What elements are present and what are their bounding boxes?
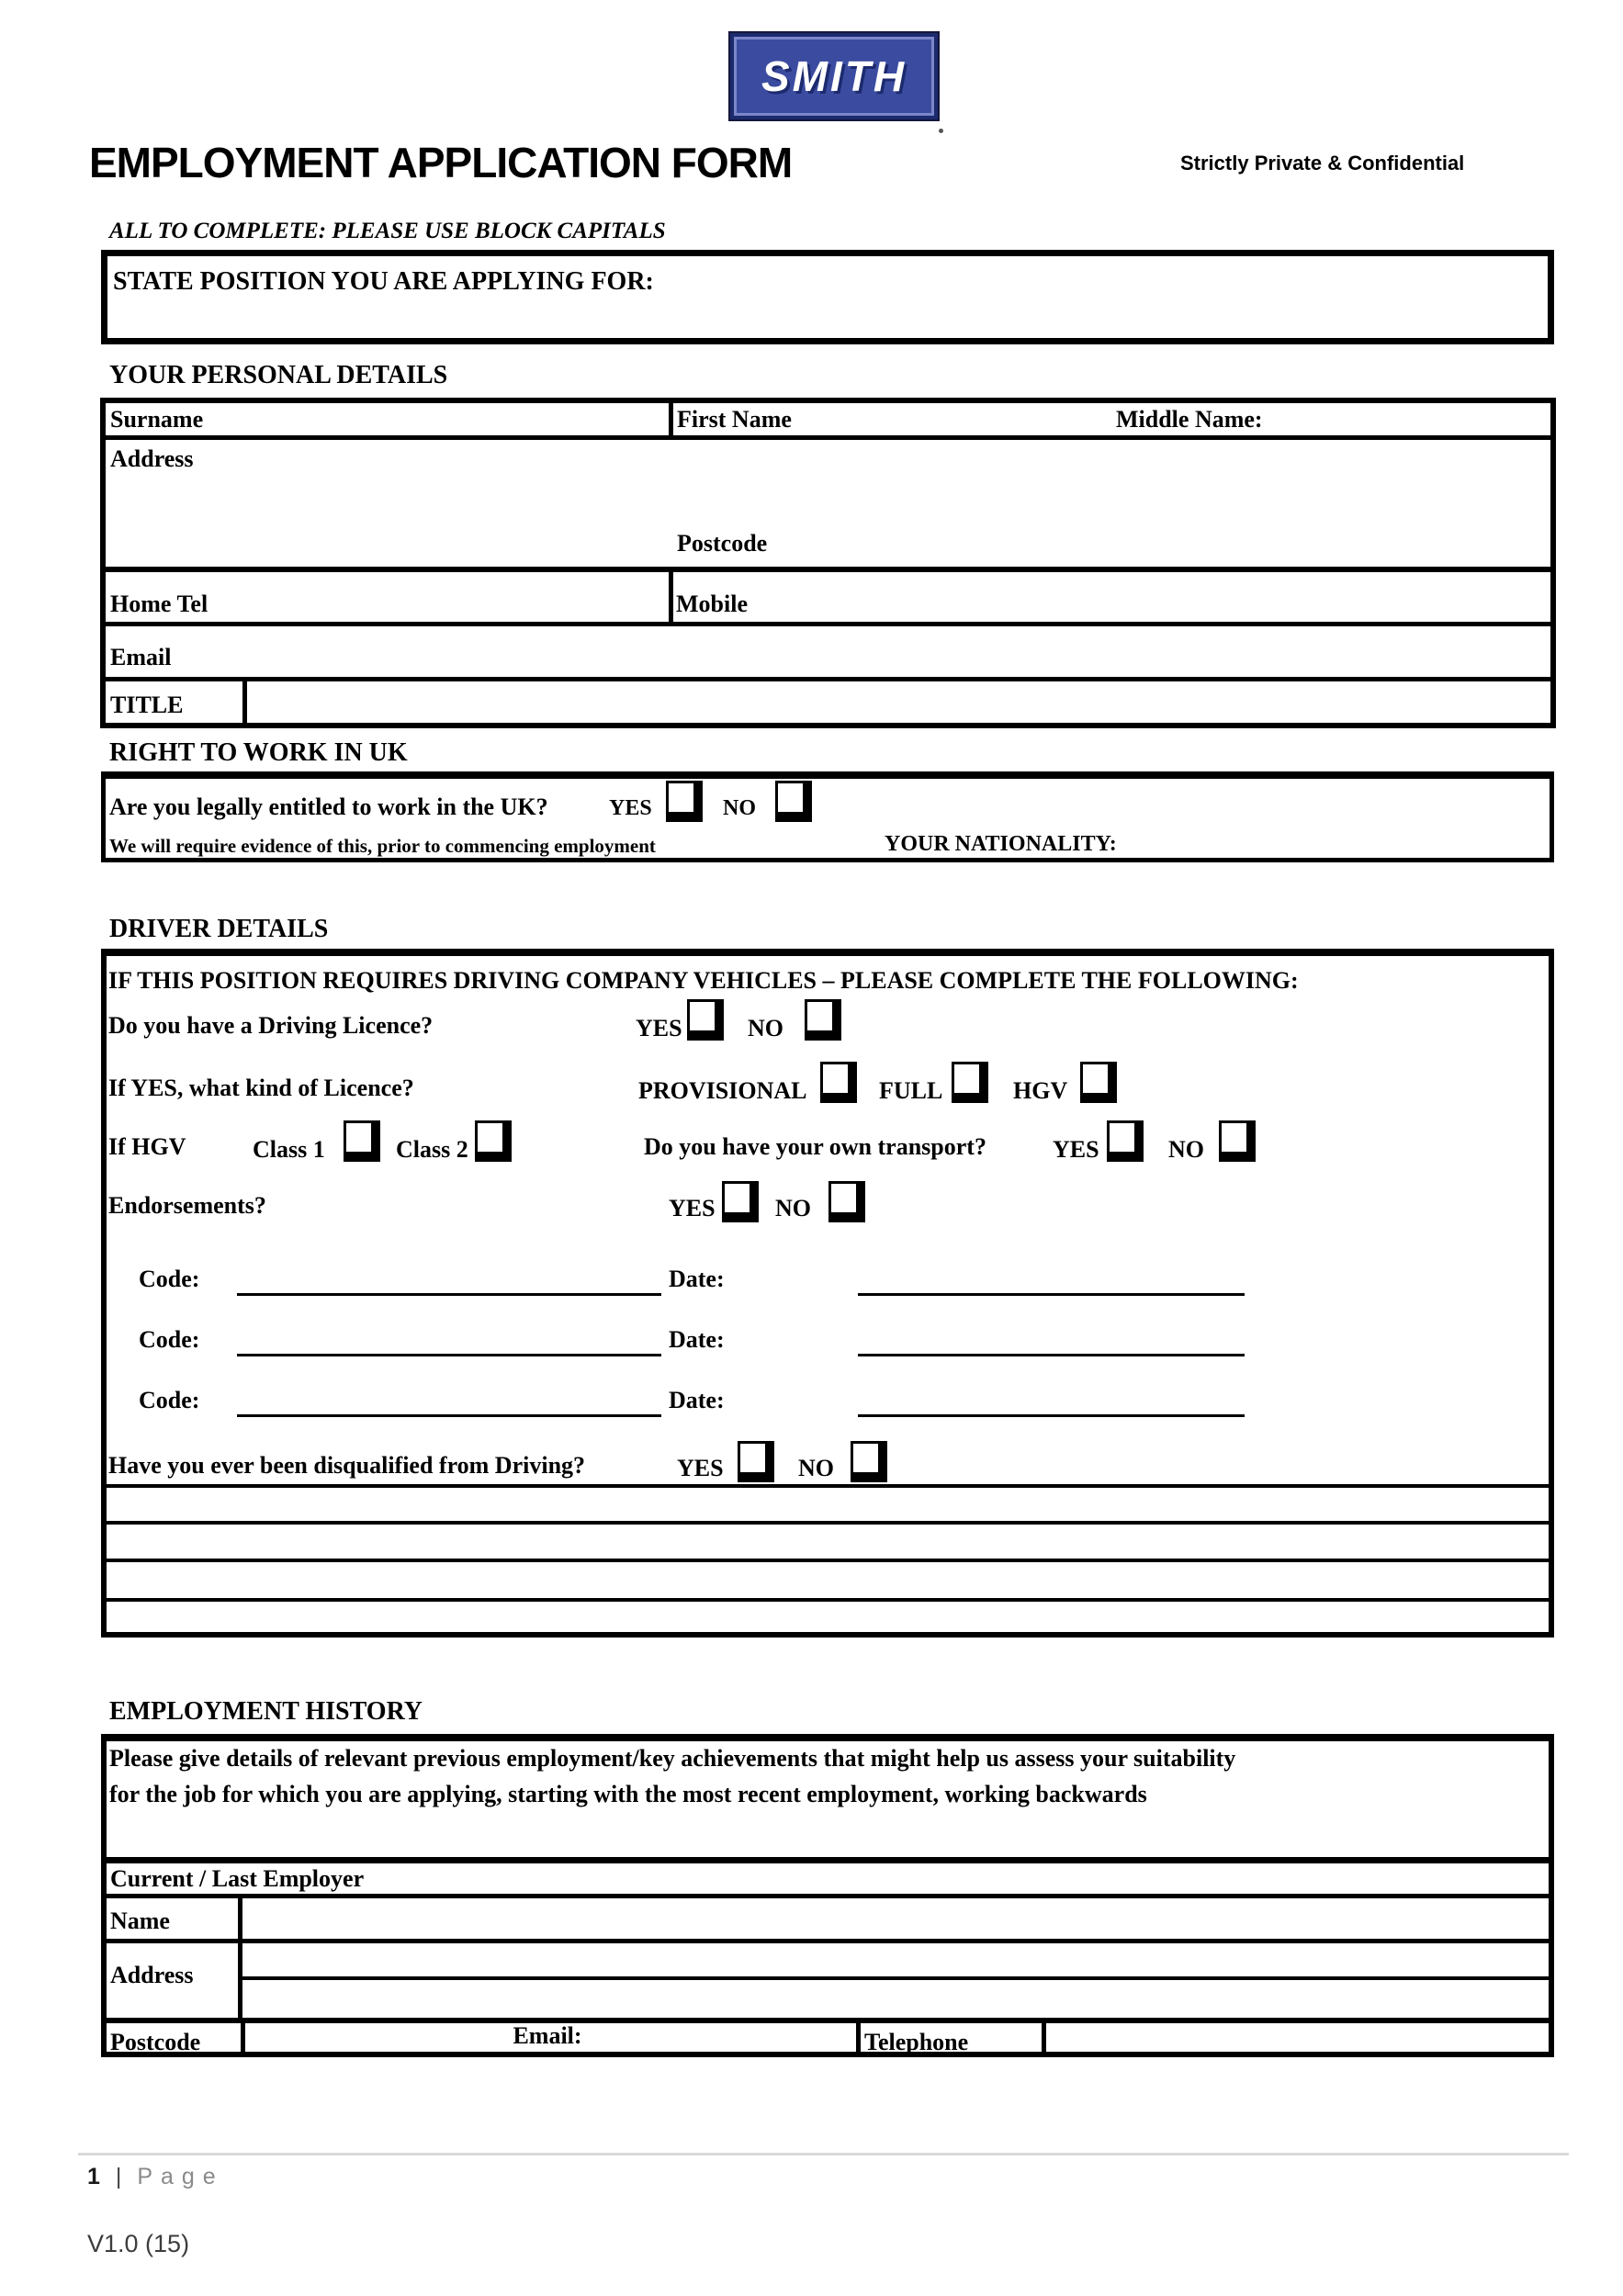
driver-details-box bbox=[101, 949, 1554, 1638]
column-divider bbox=[856, 2018, 861, 2054]
endorsements-yes-label: YES bbox=[669, 1195, 716, 1221]
driver-intro: IF THIS POSITION REQUIRES DRIVING COMPANY VEHICLES – PLEASE COMPLETE THE FOLLOWING: bbox=[108, 967, 1299, 994]
rtw-no-label: NO bbox=[723, 796, 756, 820]
section-title-driver-details: DRIVER DETAILS bbox=[109, 915, 329, 943]
address-label: Address bbox=[110, 445, 194, 472]
column-divider bbox=[1042, 2018, 1046, 2054]
code-label-2: Code: bbox=[139, 1326, 200, 1353]
blank-row-divider bbox=[107, 1559, 1549, 1562]
employer-telephone-input-area[interactable] bbox=[1053, 2023, 1539, 2054]
home-tel-input-area[interactable] bbox=[225, 572, 666, 622]
date-label-2: Date: bbox=[669, 1326, 725, 1353]
hgv-class1-checkbox[interactable] bbox=[344, 1120, 380, 1162]
page-number-footer bbox=[87, 2164, 224, 2190]
date-label-3: Date: bbox=[669, 1387, 725, 1413]
email-label: Email bbox=[110, 644, 172, 670]
code-label-3: Code: bbox=[139, 1387, 200, 1413]
transport-no-checkbox[interactable] bbox=[1219, 1120, 1256, 1162]
position-applied-label: STATE POSITION YOU ARE APPLYING FOR: bbox=[113, 267, 654, 296]
code-2-input-line[interactable] bbox=[237, 1354, 661, 1356]
employer-address-label: Address bbox=[110, 1962, 194, 1988]
rtw-evidence-note: We will require evidence of this, prior to commencing employment bbox=[109, 835, 656, 857]
section-title-employment-history: EMPLOYMENT HISTORY bbox=[109, 1697, 423, 1726]
middle-name-label: Middle Name: bbox=[1116, 406, 1263, 433]
scan-dot-artifact bbox=[939, 129, 943, 133]
transport-yes-checkbox[interactable] bbox=[1107, 1120, 1144, 1162]
row-divider bbox=[107, 1857, 1549, 1863]
rtw-question: Are you legally entitled to work in the UK? bbox=[109, 793, 548, 820]
postcode-label: Postcode bbox=[677, 530, 768, 557]
employer-telephone-label: Telephone bbox=[864, 2029, 969, 2055]
column-divider bbox=[238, 1894, 242, 2020]
endorsements-no-checkbox[interactable] bbox=[828, 1181, 865, 1222]
employer-name-label: Name bbox=[110, 1908, 170, 1934]
employer-postcode-label: Postcode bbox=[110, 2029, 201, 2055]
form-version: V1.0 (15) bbox=[87, 2230, 190, 2257]
licence-yes-label: YES bbox=[636, 1015, 682, 1041]
first-name-label: First Name bbox=[677, 406, 792, 433]
class2-label: Class 2 bbox=[396, 1136, 468, 1163]
full-label: FULL bbox=[879, 1077, 943, 1104]
employment-history-box bbox=[101, 1734, 1554, 2057]
nationality-label: YOUR NATIONALITY: bbox=[885, 832, 1117, 856]
date-1-input-line[interactable] bbox=[858, 1293, 1245, 1296]
employer-address-input-area[interactable] bbox=[254, 1943, 1539, 2015]
surname-label: Surname bbox=[110, 406, 204, 433]
right-to-work-box bbox=[101, 771, 1554, 862]
own-transport-question: Do you have your own transport? bbox=[644, 1133, 986, 1160]
mobile-input-area[interactable] bbox=[804, 572, 1538, 622]
employer-postcode-input-area[interactable] bbox=[254, 2023, 373, 2054]
position-applied-box bbox=[101, 250, 1554, 344]
footer-rule bbox=[78, 2153, 1569, 2155]
blank-row-divider bbox=[107, 1598, 1549, 1602]
page-number: 1 bbox=[87, 2164, 100, 2189]
page-number-separator: | bbox=[115, 2164, 122, 2189]
licence-kind-question: If YES, what kind of Licence? bbox=[108, 1075, 414, 1101]
date-3-input-line[interactable] bbox=[858, 1414, 1245, 1417]
rtw-no-checkbox[interactable] bbox=[775, 781, 812, 822]
class1-label: Class 1 bbox=[253, 1136, 325, 1163]
licence-yes-checkbox[interactable] bbox=[687, 999, 724, 1041]
disqualified-question: Have you ever been disqualified from Driving? bbox=[108, 1452, 586, 1479]
hgv-class2-checkbox[interactable] bbox=[475, 1120, 512, 1162]
disqualified-yes-checkbox[interactable] bbox=[738, 1441, 774, 1482]
mobile-label: Mobile bbox=[676, 591, 748, 617]
date-label-1: Date: bbox=[669, 1266, 725, 1292]
rtw-yes-checkbox[interactable] bbox=[666, 781, 703, 822]
endorsements-yes-checkbox[interactable] bbox=[722, 1181, 759, 1222]
if-hgv-label: If HGV bbox=[108, 1133, 186, 1160]
hgv-label: HGV bbox=[1013, 1077, 1068, 1104]
code-3-input-line[interactable] bbox=[237, 1414, 661, 1417]
personal-details-table bbox=[100, 398, 1556, 728]
column-divider bbox=[241, 2018, 245, 2054]
page-title: EMPLOYMENT APPLICATION FORM bbox=[89, 139, 793, 186]
first-name-input-area[interactable] bbox=[804, 403, 1107, 435]
confidential-note: Strictly Private & Confidential bbox=[1180, 152, 1465, 174]
provisional-label: PROVISIONAL bbox=[638, 1077, 807, 1104]
section-title-right-to-work: RIGHT TO WORK IN UK bbox=[109, 738, 408, 767]
employer-email-input-area[interactable] bbox=[713, 2023, 851, 2054]
history-intro-line1: Please give details of relevant previous employment/key achievements that might help us assess your suitability bbox=[109, 1745, 1236, 1772]
page-word: Page bbox=[137, 2164, 224, 2189]
history-intro-line2: for the job for which you are applying, starting with the most recent employment, working backwards bbox=[109, 1781, 1147, 1807]
driving-licence-question: Do you have a Driving Licence? bbox=[108, 1012, 434, 1039]
nationality-input-area[interactable] bbox=[1107, 820, 1548, 861]
home-tel-label: Home Tel bbox=[110, 591, 209, 617]
column-divider bbox=[242, 681, 247, 723]
smith-logo-text: SMITH bbox=[761, 52, 907, 100]
blank-row-divider bbox=[107, 1521, 1549, 1525]
transport-yes-label: YES bbox=[1053, 1136, 1099, 1163]
disqualified-yes-label: YES bbox=[677, 1455, 724, 1481]
licence-no-checkbox[interactable] bbox=[805, 999, 841, 1041]
licence-provisional-checkbox[interactable] bbox=[820, 1062, 857, 1103]
column-divider bbox=[669, 572, 673, 622]
block-capitals-instruction: ALL TO COMPLETE: PLEASE USE BLOCK CAPITALS bbox=[109, 219, 666, 243]
email-input-area[interactable] bbox=[225, 626, 1548, 677]
endorsements-no-label: NO bbox=[775, 1195, 811, 1221]
blank-row-divider bbox=[107, 1484, 1549, 1488]
disqualified-no-label: NO bbox=[798, 1455, 834, 1481]
endorsements-question: Endorsements? bbox=[108, 1192, 266, 1219]
section-title-personal-details: YOUR PERSONAL DETAILS bbox=[109, 361, 448, 389]
title-label: TITLE bbox=[110, 692, 184, 718]
licence-full-checkbox[interactable] bbox=[952, 1062, 988, 1103]
postcode-input-area[interactable] bbox=[804, 530, 1355, 565]
transport-no-label: NO bbox=[1168, 1136, 1204, 1163]
employer-email-label: Email: bbox=[513, 2022, 582, 2049]
licence-no-label: NO bbox=[748, 1015, 783, 1041]
date-2-input-line[interactable] bbox=[858, 1354, 1245, 1356]
code-1-input-line[interactable] bbox=[237, 1293, 661, 1296]
licence-hgv-checkbox[interactable] bbox=[1080, 1062, 1117, 1103]
middle-name-input-area[interactable] bbox=[1281, 403, 1548, 435]
position-applied-input-area[interactable] bbox=[769, 256, 1548, 338]
address-input-area[interactable] bbox=[225, 440, 1548, 527]
current-employer-label: Current / Last Employer bbox=[110, 1865, 365, 1892]
employer-name-input-area[interactable] bbox=[254, 1897, 1539, 1939]
smith-logo bbox=[730, 33, 938, 119]
rtw-yes-label: YES bbox=[609, 796, 652, 820]
title-input-area[interactable] bbox=[253, 681, 1538, 723]
surname-input-area[interactable] bbox=[225, 403, 666, 435]
column-divider bbox=[669, 403, 673, 435]
disqualified-no-checkbox[interactable] bbox=[851, 1441, 887, 1482]
code-label-1: Code: bbox=[139, 1266, 200, 1292]
